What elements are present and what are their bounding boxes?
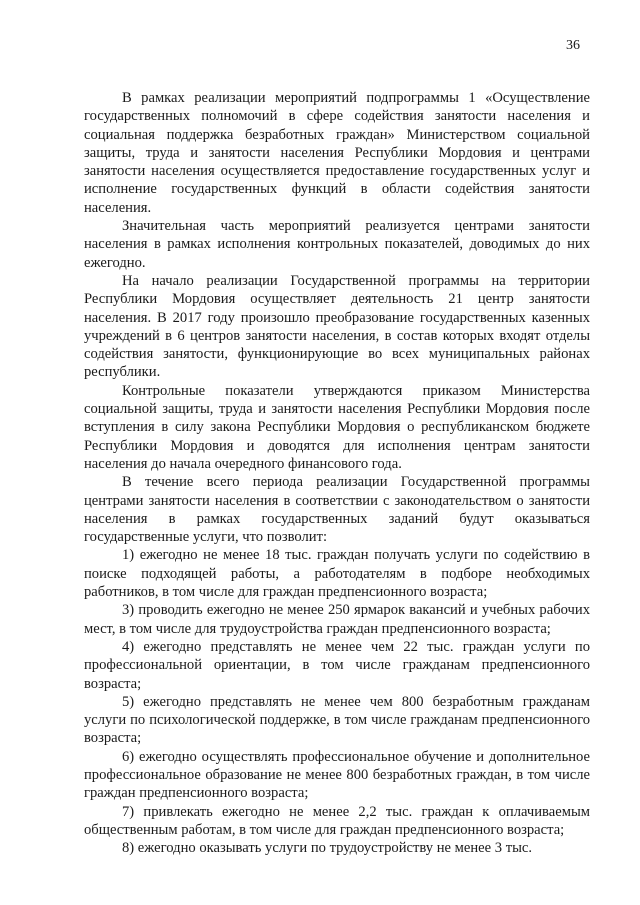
- list-item-5: 5) ежегодно представлять не менее чем 800 безработным гражданам услуги по психологической поддержке, в том числе гражданам предпенсионного возраста;: [84, 693, 590, 747]
- list-item-3: 3) проводить ежегодно не менее 250 ярмарок вакансий и учебных рабочих мест, в том числе для трудоустройства граждан предпенсионного возраста;: [84, 602, 590, 637]
- paragraph-control-indicators: Контрольные показатели утверждаются приказом Министерства социальной защиты, труда и занятости населения Республики Мордовия после вступления в силу закона Республики Мордовия о республиканском бюджете Республики Мордовия и доводятся для исполнения центрам занятости населения до начала очередного финансового года.: [84, 382, 590, 472]
- document-body: [84, 89, 590, 857]
- paragraph-employment-centers: Значительная часть мероприятий реализуется центрами занятости населения в рамках исполнения контрольных показателей, доводимых до них ежегодно.: [84, 218, 590, 271]
- list-item-6: 6) ежегодно осуществлять профессиональное обучение и дополнительное профессиональное образование не менее 800 безработных граждан, в том числе граждан предпенсионного возраста;: [84, 748, 590, 802]
- paragraph-subprogram-intro: В рамках реализации мероприятий подпрограммы 1 «Осуществление государственных полномочий в сфере содействия занятости населения и социальная поддержка безработных граждан» Министерством социальной защиты, труда и занятости населения Республики Мордовия и центрами занятости населения осуществляется предоставление государственных услуг и исполнение государственных функций в области содействия занятости населения.: [84, 90, 590, 216]
- list-item-8: 8) ежегодно оказывать услуги по трудоустройству не менее 3 тыс.: [122, 840, 533, 857]
- paragraph-services-intro: В течение всего периода реализации Государственной программы центрами занятости населения в соответствии с законодательством о занятости населения в рамках государственных заданий будут оказываться государственные услуги, что позволит:: [84, 474, 590, 546]
- page-number: 36: [566, 38, 580, 53]
- list-item-7: 7) привлекать ежегодно не менее 2,2 тыс. граждан к оплачиваемым общественным работам, в том числе для граждан предпенсионного возраста;: [84, 803, 590, 838]
- paragraph-program-start: На начало реализации Государственной программы на территории Республики Мордовия осуществляет деятельность 21 центр занятости населения. В 2017 году произошло преобразование государственных казенных учреждений в 6 центров занятости населения, в состав которых входят отделы содействия занятости, функционирующие во всех муниципальных районах республики.: [84, 272, 590, 381]
- list-item-1: 1) ежегодно не менее 18 тыс. граждан получать услуги по содействию в поиске подходящей работы, а работодателям в подборе необходимых работников, в том числе для граждан предпенсионного возраста;: [84, 547, 590, 601]
- list-item-4: 4) ежегодно представлять не менее чем 22 тыс. граждан услуги по профессиональной ориентации, в том числе гражданам предпенсионного возраста;: [84, 638, 590, 692]
